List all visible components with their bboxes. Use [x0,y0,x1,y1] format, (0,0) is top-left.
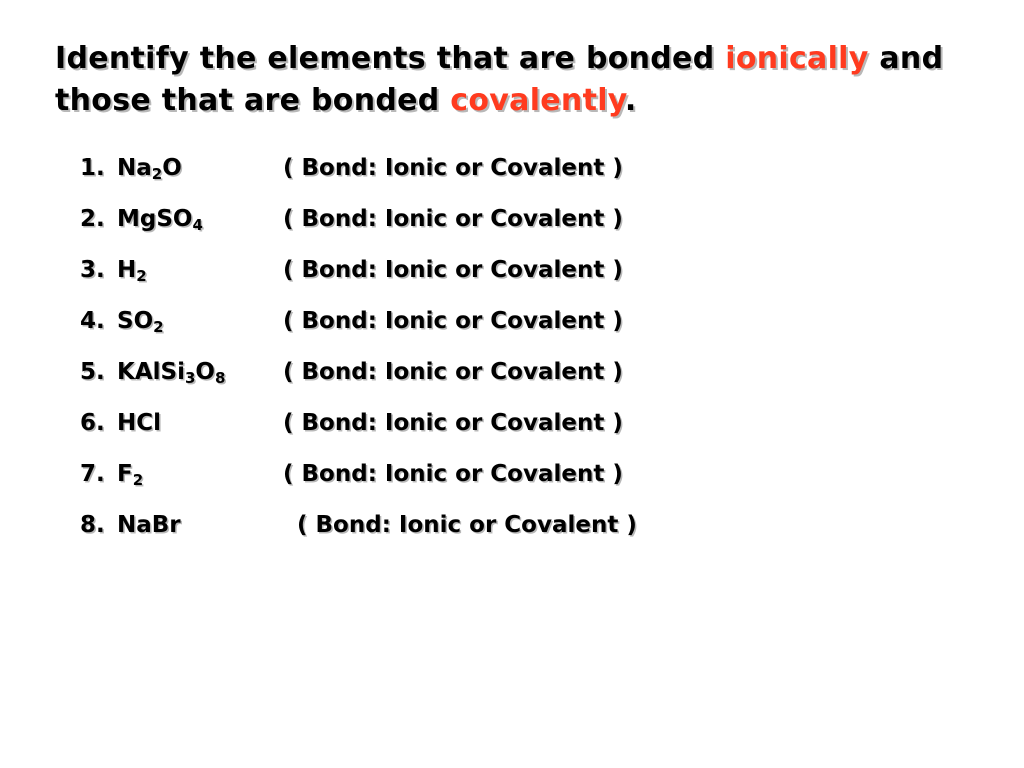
bond-prompt: ( Bond: Ionic or Covalent ) [283,206,623,232]
formula-text: MgSO [117,206,193,232]
item-number: 1. [80,155,105,181]
formula-text: H [117,257,137,283]
formula-subscript: 2 [136,267,147,285]
bond-prompt: ( Bond: Ionic or Covalent ) [297,512,637,538]
bond-prompt: ( Bond: Ionic or Covalent ) [283,155,623,181]
formula-subscript: 8 [214,369,226,387]
slide-title [55,38,955,122]
formula-text: O [195,359,215,385]
bond-prompt: ( Bond: Ionic or Covalent ) [283,257,623,283]
item-number: 3. [80,257,105,283]
formula-subscript: 2 [132,471,144,489]
bond-prompt: ( Bond: Ionic or Covalent ) [283,308,623,334]
formula-subscript: 4 [192,216,203,234]
item-number: 8. [80,512,105,538]
title-text-middle: and those that are bonded [55,41,944,118]
bond-prompt: ( Bond: Ionic or Covalent ) [283,359,623,385]
chemical-formula [117,150,182,186]
formula-subscript: 2 [151,165,163,183]
item-number: 6. [80,410,105,436]
chemical-formula [117,252,147,288]
formula-text: O [162,155,182,181]
formula-text: Na [117,155,152,181]
chemical-formula [117,507,181,543]
title-highlight-covalently: covalently [450,83,625,118]
bond-prompt: ( Bond: Ionic or Covalent ) [283,410,623,436]
formula-text: KAlSi [117,359,185,385]
item-number: 2. [80,206,105,232]
bond-prompt: ( Bond: Ionic or Covalent ) [283,461,623,487]
chemical-formula [117,303,164,339]
title-text-before: Identify the elements that are bonded [55,41,726,76]
formula-subscript: 2 [153,318,164,336]
formula-text: SO [117,308,154,334]
chemical-formula [117,456,143,492]
chemical-formula [117,405,161,441]
item-number: 7. [80,461,105,487]
formula-subscript: 3 [184,369,196,387]
item-number: 5. [80,359,105,385]
chemical-formula [117,201,203,237]
formula-text: NaBr [117,512,181,538]
item-number: 4. [80,308,105,334]
chemical-formula [117,354,225,390]
formula-text: F [117,461,133,487]
title-highlight-ionically: ionically [725,41,869,76]
formula-text: HCl [117,410,162,436]
title-text-after: . [624,83,637,118]
